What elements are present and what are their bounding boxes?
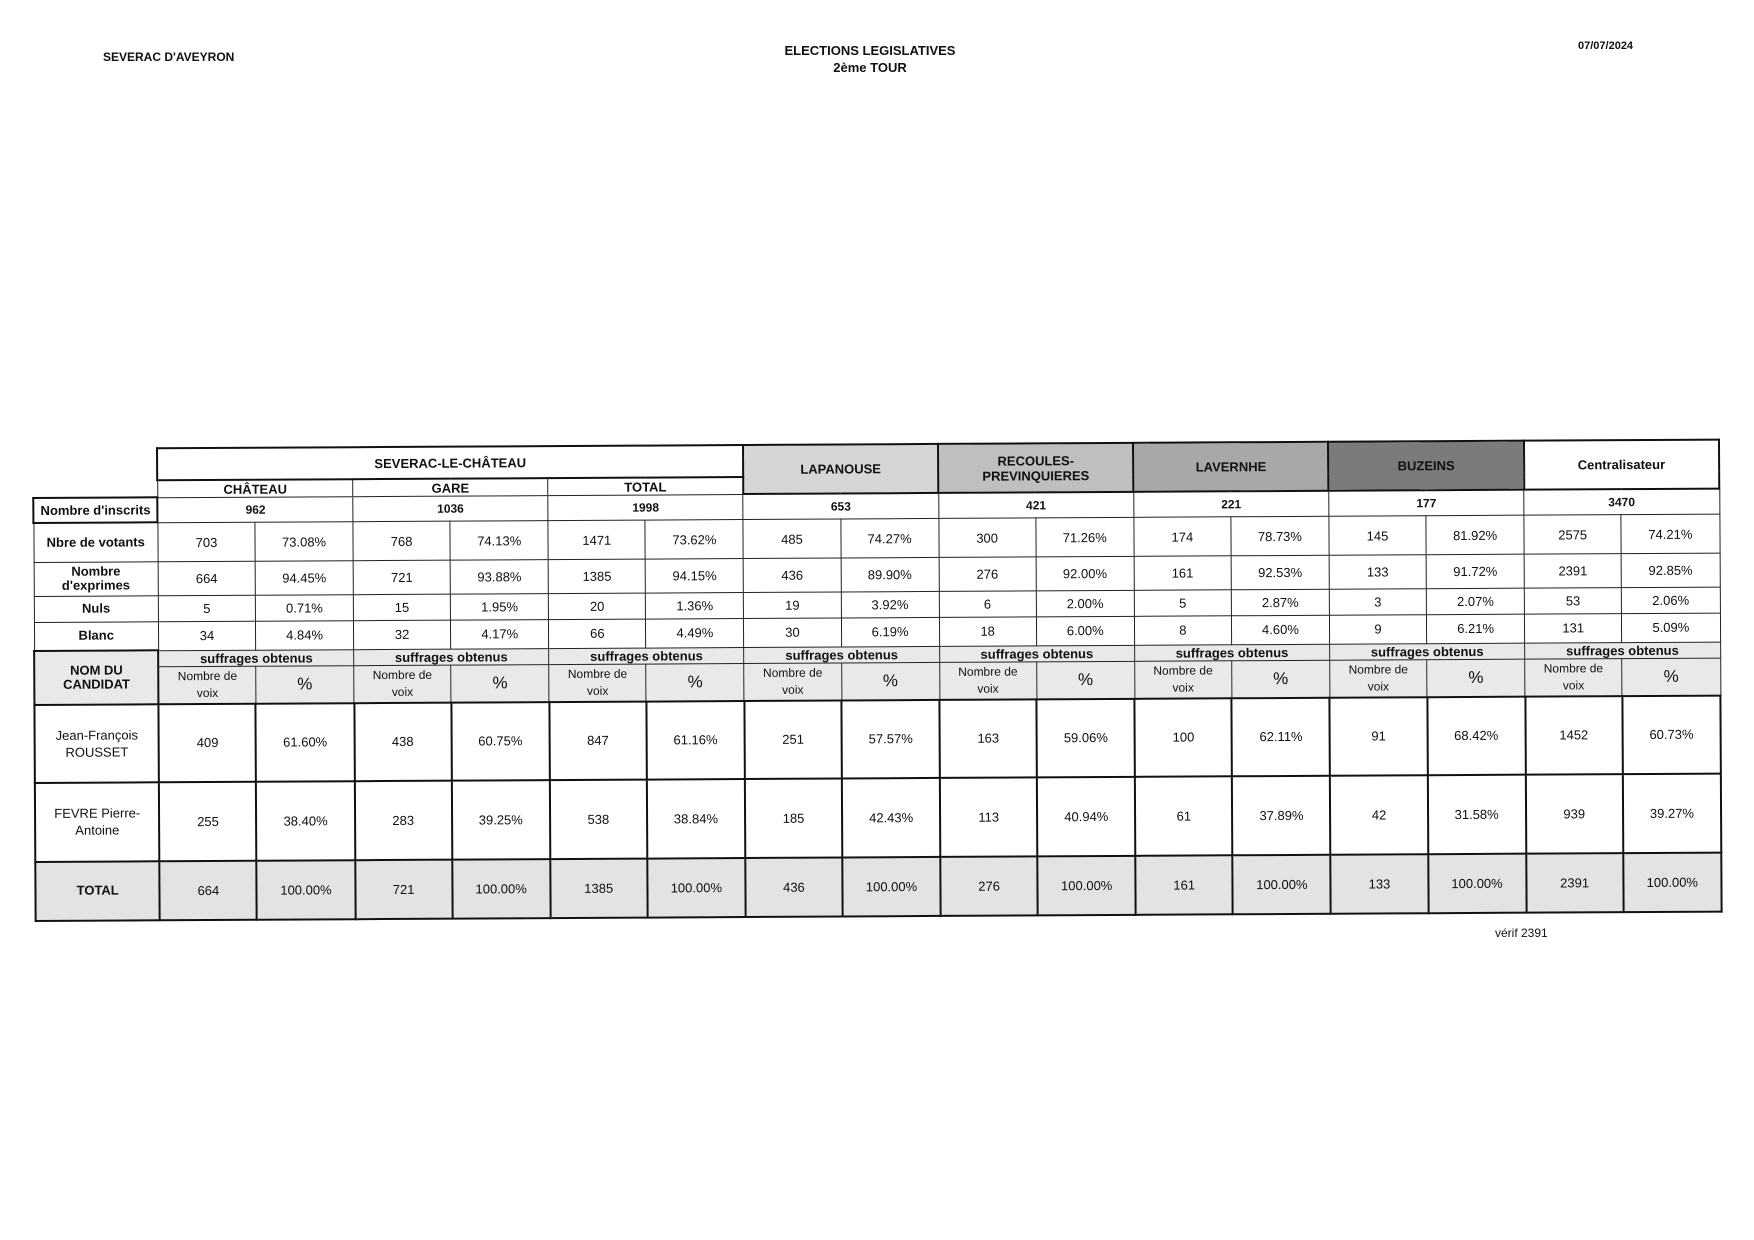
suffrages-centralisateur: suffrages obtenus <box>1525 642 1720 660</box>
row-candidate-rousset <box>34 695 1720 782</box>
fevre-gare-votes: 283 <box>354 780 452 860</box>
candidate-fevre-line1: FEVRE Pierre- <box>54 805 141 822</box>
rousset-recoules-votes: 163 <box>940 699 1038 778</box>
fevre-central-percent: 39.27% <box>1623 773 1722 853</box>
blanc-lapanouse-value: 30 <box>744 618 841 648</box>
total-lapanouse-percent: 100.00% <box>842 857 940 917</box>
candidate-fevre-line2: Antoine <box>75 822 120 838</box>
percent-header-severac_total: % <box>646 664 744 701</box>
fevre-buzeins-votes: 42 <box>1330 775 1428 855</box>
total-gare-value: 721 <box>355 859 452 919</box>
blanc-gare-percent: 4.17% <box>451 619 549 649</box>
candidate-name-rousset <box>34 704 159 783</box>
rousset-severac_total-votes: 847 <box>549 701 647 780</box>
fevre-chateau-percent: 38.40% <box>256 781 355 861</box>
total-severac_total-value: 1385 <box>550 858 647 918</box>
verification-note: vérif 2391 <box>1495 926 1548 940</box>
nombre-voix-header-text: Nombre de voix <box>1153 663 1213 695</box>
rousset-central-percent: 60.73% <box>1622 695 1721 774</box>
rousset-chateau-percent: 61.60% <box>256 703 355 782</box>
subgroup-chateau: CHÂTEAU <box>158 479 353 497</box>
corner-cell <box>33 448 158 481</box>
votants-central-percent: 74.21% <box>1621 514 1720 554</box>
label-inscrits: Nombre d'inscrits <box>33 498 158 524</box>
exprimes-lapanouse-percent: 89.90% <box>841 558 939 592</box>
nuls-lapanouse-percent: 3.92% <box>841 591 939 618</box>
total-central-value: 2391 <box>1526 853 1623 913</box>
fevre-lavernhe-votes: 61 <box>1135 776 1233 856</box>
nuls-lavernhe-percent: 2.87% <box>1231 589 1329 616</box>
commune-name: SEVERAC D'AVEYRON <box>103 50 235 64</box>
total-chateau-value: 664 <box>160 860 257 920</box>
exprimes-lavernhe-percent: 92.53% <box>1231 556 1329 590</box>
votants-buzeins-percent: 81.92% <box>1426 515 1524 555</box>
inscrits-severac-total: 1998 <box>548 494 743 520</box>
total-buzeins-value: 133 <box>1331 854 1428 914</box>
suffrages-chateau: suffrages obtenus <box>159 649 354 667</box>
votants-lavernhe-value: 174 <box>1134 517 1231 557</box>
fevre-recoules-percent: 40.94% <box>1037 777 1136 857</box>
label-votants: Nbre de votants <box>33 523 158 563</box>
rousset-central-votes: 1452 <box>1525 696 1623 775</box>
nombre-voix-header-severac_total <box>549 664 646 701</box>
nuls-lapanouse-value: 19 <box>744 592 841 619</box>
percent-header-chateau: % <box>256 666 354 703</box>
inscrits-gare: 1036 <box>353 495 548 521</box>
group-recoules <box>938 443 1133 493</box>
exprimes-severac_total-percent: 94.15% <box>645 559 743 593</box>
nuls-central-percent: 2.06% <box>1622 587 1720 614</box>
votants-chateau-value: 703 <box>158 522 255 562</box>
rousset-severac_total-percent: 61.16% <box>646 701 745 780</box>
nuls-central-value: 53 <box>1524 587 1621 614</box>
blanc-buzeins-percent: 6.21% <box>1426 614 1524 644</box>
exprimes-chateau-value: 664 <box>158 562 255 596</box>
suffrages-recoules: suffrages obtenus <box>939 645 1134 663</box>
nuls-lavernhe-value: 5 <box>1134 589 1231 616</box>
blanc-chateau-percent: 4.84% <box>255 620 353 650</box>
fevre-recoules-votes: 113 <box>940 777 1038 857</box>
exprimes-central-percent: 92.85% <box>1621 553 1719 587</box>
nombre-voix-header-text: Nombre de voix <box>177 668 238 701</box>
candidate-name-fevre <box>35 782 160 862</box>
row-total <box>35 852 1721 921</box>
blanc-recoules-percent: 6.00% <box>1036 616 1134 646</box>
total-severac_total-percent: 100.00% <box>647 858 745 918</box>
votants-recoules-value: 300 <box>939 518 1036 558</box>
percent-header-gare: % <box>451 665 549 702</box>
nuls-severac_total-value: 20 <box>549 593 646 620</box>
votants-severac_total-percent: 73.62% <box>645 519 743 559</box>
round-title: 2ème TOUR <box>833 60 907 75</box>
corner-cell-2 <box>33 481 157 499</box>
group-centralisateur: Centralisateur <box>1524 440 1720 490</box>
blanc-central-percent: 5.09% <box>1622 613 1720 643</box>
rousset-recoules-percent: 59.06% <box>1037 699 1136 778</box>
exprimes-recoules-value: 276 <box>939 557 1036 591</box>
nombre-voix-header-text: Nombre de voix <box>762 665 823 697</box>
nombre-voix-header-lavernhe <box>1134 661 1231 698</box>
total-lavernhe-value: 161 <box>1136 855 1233 915</box>
total-chateau-percent: 100.00% <box>257 860 355 920</box>
suffrages-buzeins: suffrages obtenus <box>1330 643 1525 661</box>
group-lavernhe: LAVERNHE <box>1133 442 1328 492</box>
total-lapanouse-value: 436 <box>745 857 842 917</box>
exprimes-gare-value: 721 <box>353 560 450 594</box>
votants-lapanouse-percent: 74.27% <box>840 518 938 558</box>
nuls-buzeins-value: 3 <box>1329 588 1426 615</box>
label-nuls: Nuls <box>34 595 159 622</box>
votants-gare-percent: 74.13% <box>450 520 548 560</box>
percent-header-buzeins: % <box>1427 659 1525 696</box>
votants-gare-value: 768 <box>353 521 450 561</box>
nombre-voix-header-lapanouse <box>744 663 841 700</box>
exprimes-severac_total-value: 1385 <box>548 559 645 593</box>
blanc-severac_total-value: 66 <box>549 619 646 649</box>
total-gare-percent: 100.00% <box>452 859 550 919</box>
nombre-voix-header-recoules <box>939 662 1036 699</box>
nombre-voix-header-buzeins <box>1330 660 1427 697</box>
fevre-gare-percent: 39.25% <box>452 780 551 860</box>
fevre-severac_total-percent: 38.84% <box>647 779 746 859</box>
suffrages-lavernhe: suffrages obtenus <box>1134 644 1329 662</box>
candidate-rousset-line2: ROUSSET <box>65 744 129 760</box>
label-exprimes <box>34 562 159 596</box>
exprimes-buzeins-value: 133 <box>1329 555 1426 589</box>
election-date: 07/07/2024 <box>1578 40 1634 52</box>
percent-header-lapanouse: % <box>841 663 939 700</box>
percent-header-central: % <box>1622 658 1721 695</box>
label-nom-candidat <box>34 650 159 704</box>
total-recoules-percent: 100.00% <box>1037 855 1135 915</box>
nuls-buzeins-percent: 2.07% <box>1426 588 1524 615</box>
inscrits-lavernhe: 221 <box>1134 491 1329 517</box>
nuls-gare-percent: 1.95% <box>450 593 548 620</box>
row-candidate-fevre <box>35 773 1721 861</box>
fevre-severac_total-votes: 538 <box>550 779 648 859</box>
document-title <box>0 42 1740 76</box>
votants-severac_total-value: 1471 <box>548 520 645 560</box>
percent-header-lavernhe: % <box>1232 661 1330 698</box>
label-nom-candidat-text: NOM DU CANDIDAT <box>62 662 131 692</box>
votants-lavernhe-percent: 78.73% <box>1231 516 1329 556</box>
nombre-voix-header-chateau <box>159 667 256 704</box>
nuls-severac_total-percent: 1.36% <box>646 592 744 619</box>
group-severac: SEVERAC-LE-CHÂTEAU <box>157 445 743 480</box>
total-buzeins-percent: 100.00% <box>1428 853 1526 913</box>
rousset-chateau-votes: 409 <box>159 703 257 782</box>
percent-header-recoules: % <box>1036 662 1134 699</box>
exprimes-lapanouse-value: 436 <box>744 558 841 592</box>
group-recoules-label: RECOULES-PREVINQUIERES <box>982 452 1090 484</box>
exprimes-recoules-percent: 92.00% <box>1036 557 1134 591</box>
label-exprimes-text: Nombre d'exprimes <box>61 563 131 594</box>
subgroup-total: TOTAL <box>548 477 743 495</box>
fevre-lapanouse-votes: 185 <box>745 778 843 858</box>
inscrits-recoules: 421 <box>938 492 1133 518</box>
blanc-gare-value: 32 <box>354 620 451 650</box>
fevre-chateau-votes: 255 <box>159 781 257 861</box>
nuls-chateau-value: 5 <box>158 595 255 622</box>
blanc-buzeins-value: 9 <box>1329 614 1426 644</box>
exprimes-gare-percent: 93.88% <box>450 560 548 594</box>
votants-buzeins-value: 145 <box>1329 516 1426 556</box>
inscrits-buzeins: 177 <box>1329 490 1524 516</box>
total-central-percent: 100.00% <box>1623 852 1722 912</box>
votants-central-value: 2575 <box>1524 514 1621 554</box>
fevre-lapanouse-percent: 42.43% <box>842 778 941 858</box>
nuls-gare-value: 15 <box>353 594 450 621</box>
fevre-buzeins-percent: 31.58% <box>1427 774 1526 854</box>
nuls-chateau-percent: 0.71% <box>255 594 353 621</box>
blanc-severac_total-percent: 4.49% <box>646 618 744 648</box>
total-lavernhe-percent: 100.00% <box>1233 854 1331 914</box>
label-blanc: Blanc <box>34 621 159 651</box>
results-table <box>32 439 1723 922</box>
inscrits-chateau: 962 <box>158 497 353 523</box>
rousset-lapanouse-percent: 57.57% <box>841 700 940 779</box>
fevre-central-votes: 939 <box>1525 774 1623 854</box>
nombre-voix-header-gare <box>354 665 451 702</box>
rousset-lavernhe-votes: 100 <box>1135 698 1233 777</box>
blanc-chateau-value: 34 <box>158 621 255 651</box>
nombre-voix-header-text: Nombre de voix <box>958 664 1018 696</box>
rousset-buzeins-votes: 91 <box>1330 697 1428 776</box>
rousset-lavernhe-percent: 62.11% <box>1232 697 1331 776</box>
blanc-central-value: 131 <box>1525 613 1622 643</box>
exprimes-lavernhe-value: 161 <box>1134 556 1231 590</box>
rousset-buzeins-percent: 68.42% <box>1427 696 1526 775</box>
nuls-recoules-percent: 2.00% <box>1036 590 1134 617</box>
nombre-voix-header-central <box>1525 659 1622 696</box>
nombre-voix-header-text: Nombre de voix <box>567 666 628 698</box>
blanc-recoules-value: 18 <box>939 616 1036 646</box>
blanc-lapanouse-percent: 6.19% <box>841 617 939 647</box>
rousset-gare-votes: 438 <box>354 702 452 781</box>
suffrages-lapanouse: suffrages obtenus <box>744 646 939 664</box>
nombre-voix-header-text: Nombre de voix <box>1543 661 1604 693</box>
rousset-lapanouse-votes: 251 <box>744 700 842 779</box>
label-total: TOTAL <box>35 861 160 921</box>
votants-chateau-percent: 73.08% <box>255 522 353 562</box>
votants-lapanouse-value: 485 <box>743 519 840 559</box>
suffrages-gare: suffrages obtenus <box>354 648 549 666</box>
blanc-lavernhe-percent: 4.60% <box>1231 615 1329 645</box>
exprimes-buzeins-percent: 91.72% <box>1426 554 1524 588</box>
votants-recoules-percent: 71.26% <box>1036 517 1134 557</box>
inscrits-lapanouse: 653 <box>743 493 938 519</box>
fevre-lavernhe-percent: 37.89% <box>1232 775 1331 855</box>
suffrages-severac-total: suffrages obtenus <box>549 647 744 665</box>
rousset-gare-percent: 60.75% <box>451 702 550 781</box>
nombre-voix-header-text: Nombre de voix <box>1348 662 1408 694</box>
inscrits-centralisateur: 3470 <box>1524 489 1720 515</box>
election-title: ELECTIONS LEGISLATIVES <box>784 43 956 58</box>
candidate-rousset-line1: Jean-François <box>55 727 139 743</box>
subgroup-gare: GARE <box>353 478 548 496</box>
exprimes-central-value: 2391 <box>1524 554 1621 588</box>
group-header-row <box>33 440 1719 482</box>
nombre-voix-header-text: Nombre de voix <box>372 667 433 699</box>
blanc-lavernhe-value: 8 <box>1134 615 1231 645</box>
total-recoules-value: 276 <box>940 856 1037 916</box>
exprimes-chateau-percent: 94.45% <box>255 561 353 595</box>
group-buzeins: BUZEINS <box>1328 441 1523 491</box>
group-lapanouse: LAPANOUSE <box>743 444 938 494</box>
nuls-recoules-value: 6 <box>939 590 1036 617</box>
